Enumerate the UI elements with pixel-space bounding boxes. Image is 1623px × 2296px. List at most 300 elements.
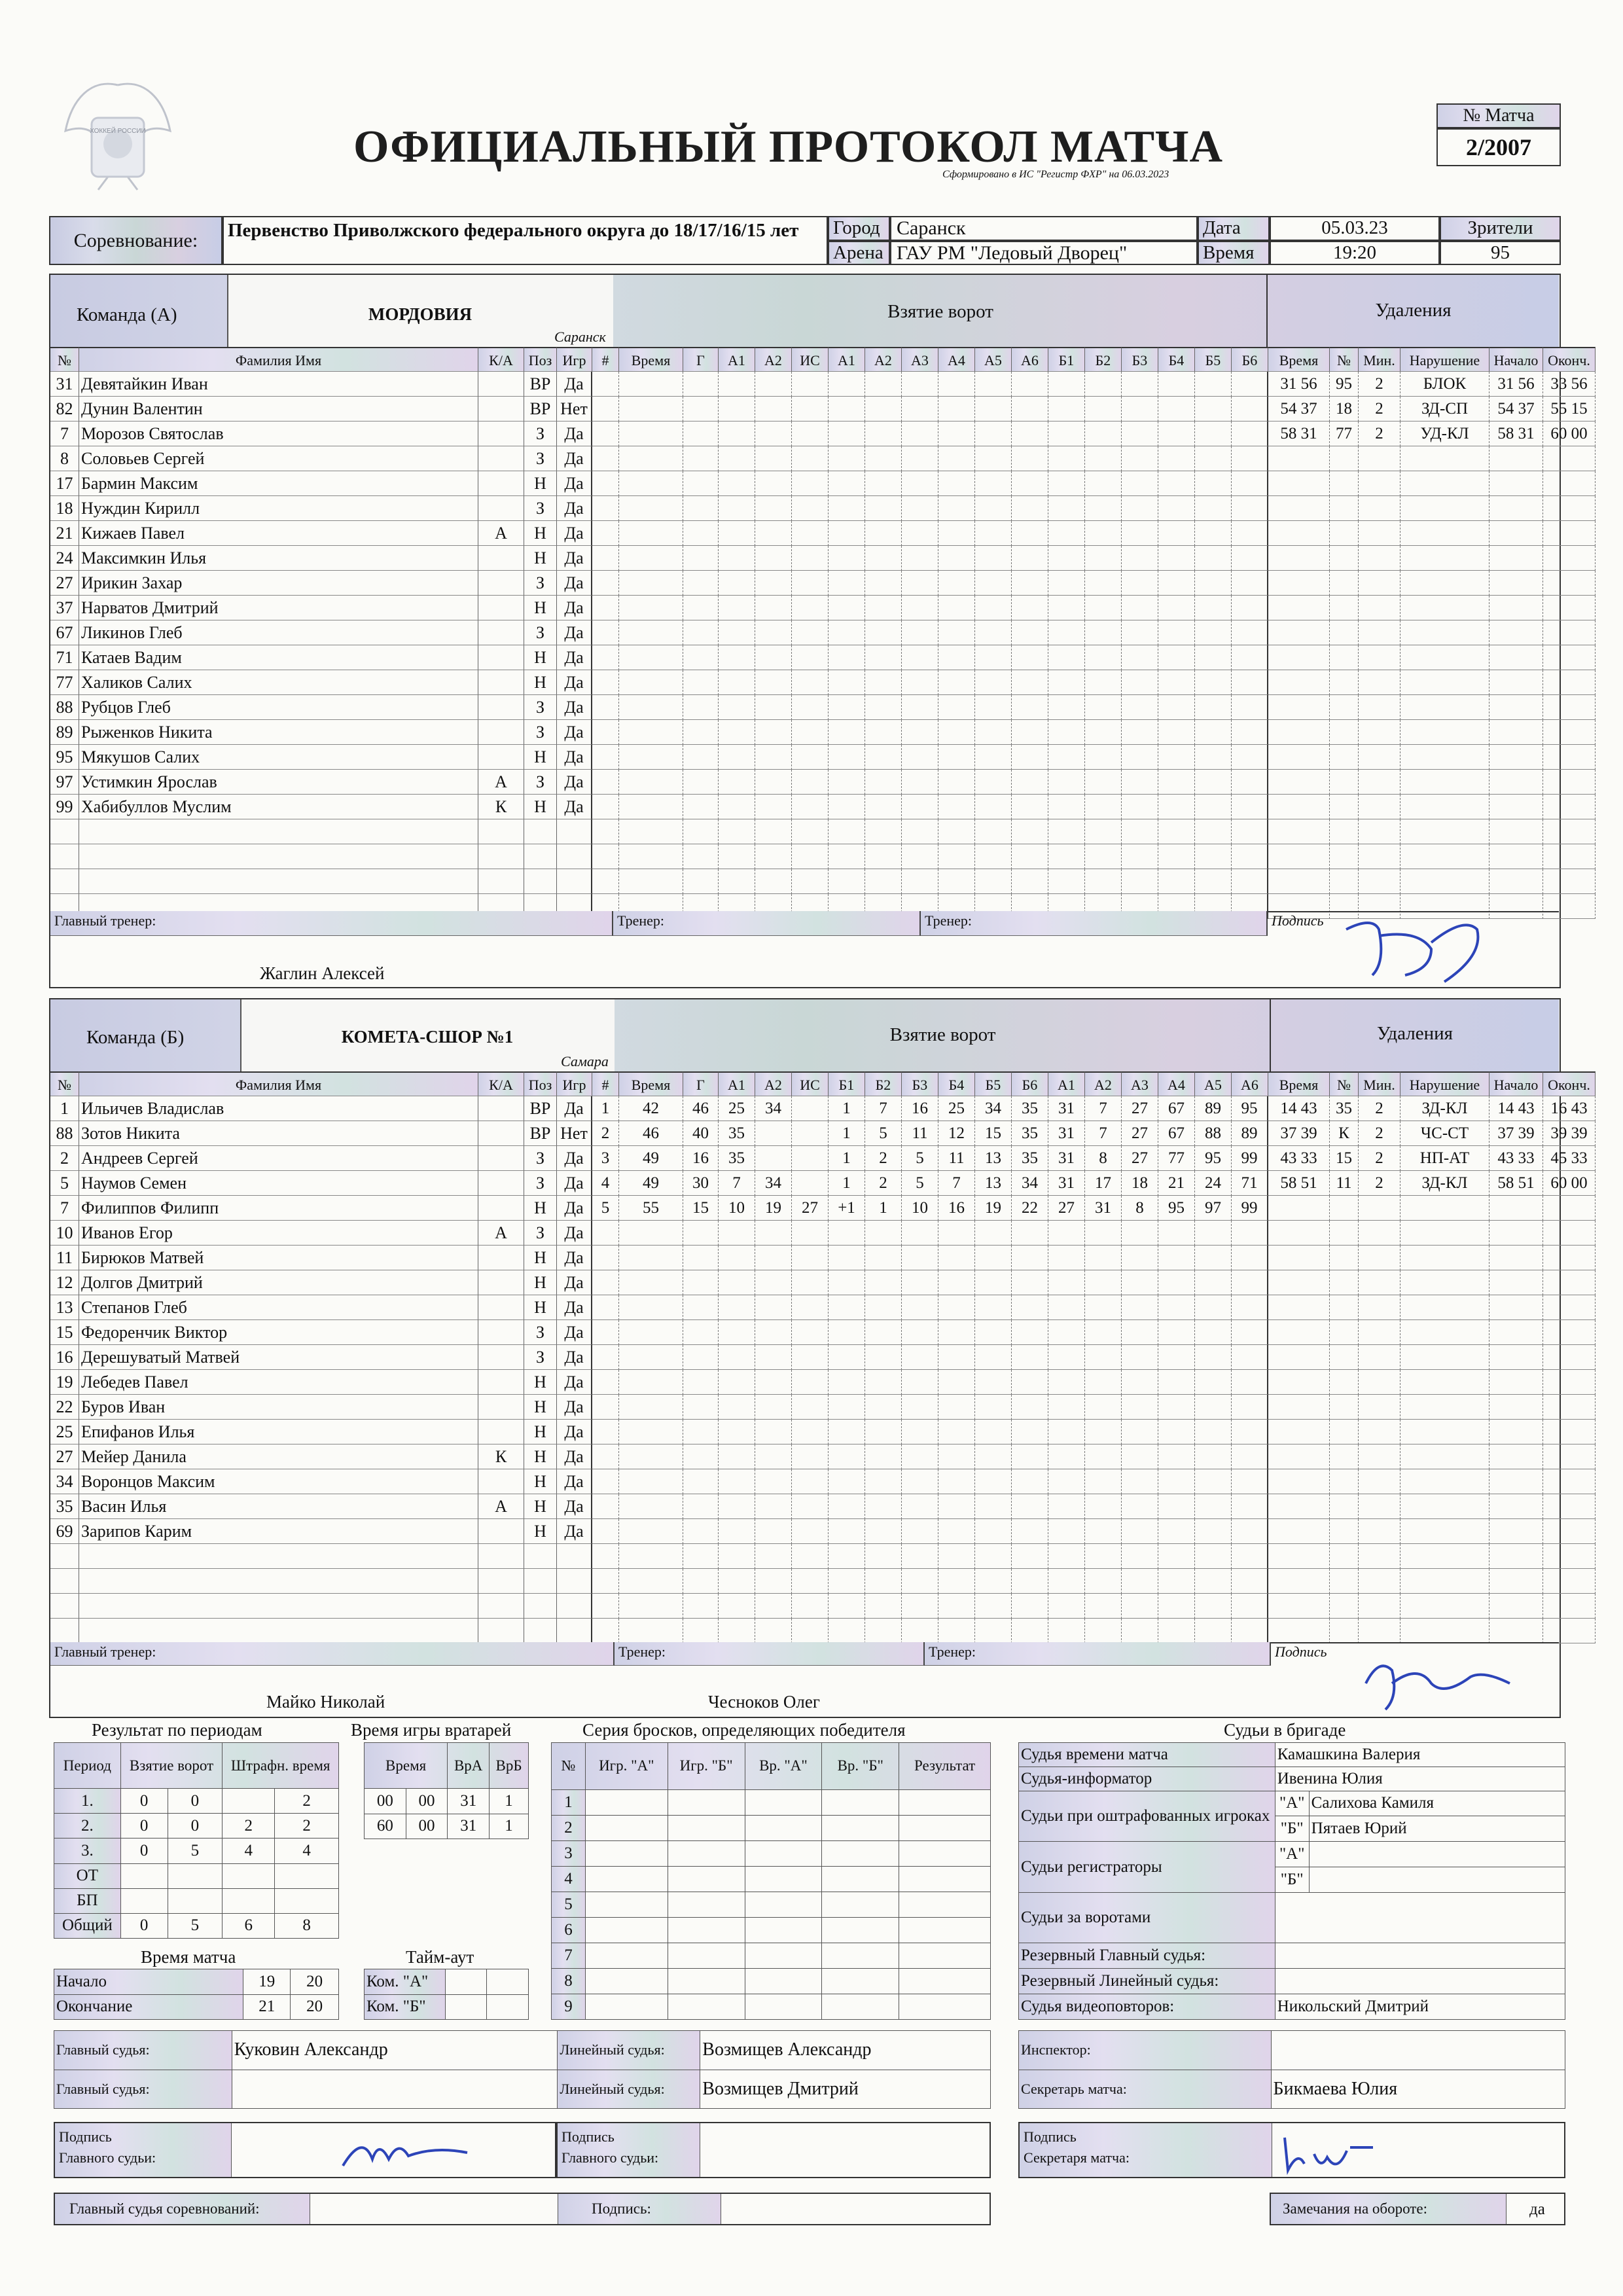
team-b-goal-cell: [1085, 1395, 1122, 1420]
team-a-penalty-cell: 58 31: [1489, 422, 1543, 446]
team-b-goal-cell: [1012, 1444, 1048, 1469]
team-a-goal-cell: [755, 372, 792, 397]
team-a-goal-cell: [829, 795, 865, 819]
shootout-cell: [668, 1994, 745, 2019]
team-b-goal-cell: [755, 1619, 792, 1643]
team-b-penalty-cell: [1330, 1619, 1359, 1643]
team-a-penalty-cell: [1330, 695, 1359, 720]
team-a-player-name: Бармин Максим: [79, 471, 478, 496]
team-a-goal-cell: [865, 521, 902, 546]
team-b-goal-cell: [829, 1469, 865, 1494]
team-a-penalty-cell: [1268, 596, 1330, 620]
team-a-goal-cell: [755, 471, 792, 496]
team-b-goal-cell: [975, 1395, 1012, 1420]
team-b-goal-cell: [792, 1171, 829, 1196]
team-b-player-number: 35: [50, 1494, 79, 1519]
shootout-col-pb: Игр. "Б": [668, 1743, 745, 1790]
team-b-player-name: Степанов Глеб: [79, 1295, 478, 1320]
team-b-goal-cell: [1012, 1469, 1048, 1494]
team-a-goal-cell: [1048, 521, 1085, 546]
generated-note: Сформировано в ИС "Регистр ФХР" на 06.03.2023: [942, 169, 1169, 180]
team-a-goal-cell: [619, 819, 683, 844]
team-a-goal-cell: [1012, 397, 1048, 422]
team-a-goal-cell: [792, 745, 829, 770]
team-b-goal-cell: 40: [683, 1121, 719, 1146]
team-b-goal-cell: [902, 1494, 938, 1519]
team-b-goal-cell: [1195, 1420, 1232, 1444]
team-a-col-header: Б5: [1195, 347, 1232, 372]
team-a-goal-cell: [902, 596, 938, 620]
team-a-goal-cell: [1122, 571, 1158, 596]
team-a-goal-cell: [902, 819, 938, 844]
team-b-col-header: Б3: [902, 1071, 938, 1096]
team-b-goal-cell: 7: [1085, 1096, 1122, 1121]
team-b-goal-cell: 27: [1122, 1096, 1158, 1121]
team-b-goal-cell: [755, 1246, 792, 1270]
team-a-goal-cell: [1158, 422, 1195, 446]
team-b-goal-cell: [592, 1246, 619, 1270]
team-b-player-name: Андреев Сергей: [79, 1146, 478, 1171]
team-b-goal-cell: [1158, 1519, 1195, 1544]
competition-ref-box: [54, 2193, 991, 2225]
team-a-goal-cell: [755, 745, 792, 770]
team-a-goal-cell: [865, 446, 902, 471]
team-b-goal-cell: [1048, 1420, 1085, 1444]
team-a-goal-cell: [865, 571, 902, 596]
team-a-head-coach: Жаглин Алексей: [260, 963, 385, 983]
team-a-player-attr: Н: [524, 645, 557, 670]
team-a-player-number: 95: [50, 745, 79, 770]
team-a-goal-cell: [592, 397, 619, 422]
team-b-penalty-cell: [1489, 1444, 1543, 1469]
team-a-goal-cell: [1195, 670, 1232, 695]
team-b-goal-cell: [755, 1420, 792, 1444]
team-a-goal-cell: [938, 571, 975, 596]
team-b-goal-cell: [1085, 1544, 1122, 1569]
team-b-penalty-cell: [1268, 1569, 1330, 1594]
team-b-goal-cell: [1195, 1519, 1232, 1544]
shootout-title: Серия бросков, определяющих победителя: [582, 1720, 906, 1740]
team-b-col-header: Оконч.: [1543, 1071, 1596, 1096]
arena-label: Арена: [828, 241, 890, 265]
team-a-goal-cell: [865, 695, 902, 720]
team-b-player-number: 2: [50, 1146, 79, 1171]
team-b-goal-cell: [1012, 1270, 1048, 1295]
team-a-goal-cell: [902, 571, 938, 596]
team-b-goal-cell: +1: [829, 1196, 865, 1221]
team-b-goal-cell: [683, 1320, 719, 1345]
team-b-goal-cell: [1012, 1519, 1048, 1544]
team-b-col-header: А6: [1232, 1071, 1268, 1096]
team-a-goal-cell: [683, 571, 719, 596]
team-b-goal-cell: [1085, 1469, 1122, 1494]
timeout-title: Тайм-аут: [406, 1947, 474, 1967]
team-a-player-attr: [478, 446, 524, 471]
team-a-goal-cell: [1012, 446, 1048, 471]
team-b-penalty-cell: 35: [1330, 1096, 1359, 1121]
team-a-penalty-cell: [1359, 745, 1400, 770]
team-b-penalty-cell: 60 00: [1543, 1171, 1596, 1196]
linesman-2: Возмищев Дмитрий: [700, 2070, 991, 2109]
team-b-penalty-cell: [1359, 1469, 1400, 1494]
period-value: 8: [275, 1913, 339, 1938]
team-b-player-name: Зотов Никита: [79, 1121, 478, 1146]
team-a-goal-cell: [792, 670, 829, 695]
team-a-penalty-cell: [1268, 795, 1330, 819]
team-a-goal-cell: [1158, 720, 1195, 745]
reserve-main-label: Резервный Главный судья:: [1019, 1943, 1275, 1969]
team-a-penalty-cell: [1330, 546, 1359, 571]
penalty-judge-a: Салихова Камиля: [1309, 1791, 1565, 1816]
period-row: [54, 1888, 339, 1913]
team-b-goal-cell: [592, 1594, 619, 1619]
team-a-goal-cell: [1048, 770, 1085, 795]
shootout-cell: [668, 1789, 745, 1815]
team-b-goal-cell: [829, 1569, 865, 1594]
team-b-goal-cell: 49: [619, 1146, 683, 1171]
timeout-b-label: Ком. "Б": [365, 1994, 446, 2020]
team-a-goal-cell: [792, 819, 829, 844]
shootout-cell: [585, 1917, 668, 1943]
team-a-penalty-cell: ЗД-СП: [1400, 397, 1489, 422]
city-value: Саранск: [890, 216, 1198, 241]
team-a-col-header: Б1: [1048, 347, 1085, 372]
team-b-goal-cell: [1012, 1395, 1048, 1420]
team-b-goal-cell: [755, 1494, 792, 1519]
team-a-col-header: А3: [902, 347, 938, 372]
team-b-goal-cell: 34: [755, 1171, 792, 1196]
team-b-goal-cell: [792, 1420, 829, 1444]
team-b-goal-cell: 99: [1232, 1146, 1268, 1171]
team-a-goal-cell: [592, 695, 619, 720]
main-ref-2: [232, 2070, 558, 2109]
team-b-goal-cell: [719, 1370, 755, 1395]
team-a-goal-cell: [902, 720, 938, 745]
team-b-penalty-cell: [1330, 1221, 1359, 1246]
team-b-goal-cell: [975, 1619, 1012, 1643]
period-value: 0: [120, 1839, 168, 1863]
team-b-goal-cell: [902, 1544, 938, 1569]
team-b-penalty-cell: [1400, 1519, 1489, 1544]
team-b-player-attr: [478, 1196, 524, 1221]
team-b-penalty-cell: ЧС-СТ: [1400, 1121, 1489, 1146]
team-b-goal-cell: [1085, 1569, 1122, 1594]
team-b-goal-cell: 1: [592, 1096, 619, 1121]
team-a-goal-cell: [683, 819, 719, 844]
shootout-cell: [899, 1968, 991, 1994]
team-b-goal-cell: 8: [1122, 1196, 1158, 1221]
team-a-goal-cell: [829, 496, 865, 521]
team-a-goal-cell: [1012, 620, 1048, 645]
team-a-goal-cell: [719, 422, 755, 446]
team-a-penalty-cell: [1359, 819, 1400, 844]
team-a-goal-cell: [619, 446, 683, 471]
team-a-goal-cell: [1085, 745, 1122, 770]
team-b-player-attr: [478, 1395, 524, 1420]
team-b-goal-cell: [719, 1295, 755, 1320]
team-b-player-attr: [478, 1246, 524, 1270]
team-b-coach2-label: Тренер:: [929, 1643, 976, 1660]
team-a-player-attr: Да: [557, 471, 592, 496]
team-a-goal-cell: [865, 869, 902, 894]
team-a-goal-cell: [1158, 496, 1195, 521]
team-b-goal-cell: [592, 1444, 619, 1469]
team-a-goal-cell: [683, 720, 719, 745]
team-a-player-number: 27: [50, 571, 79, 596]
team-b-penalty-cell: [1489, 1544, 1543, 1569]
team-b-penalty-cell: [1543, 1494, 1596, 1519]
team-b-penalty-cell: [1330, 1270, 1359, 1295]
team-b-goal-cell: 31: [1048, 1146, 1085, 1171]
team-b-goal-cell: [865, 1395, 902, 1420]
shootout-cell: [899, 1892, 991, 1917]
team-a-col-header: Начало: [1489, 347, 1543, 372]
team-b-penalty-cell: [1400, 1246, 1489, 1270]
start-hours: 19: [243, 1969, 291, 1995]
team-b-goal-cell: [683, 1345, 719, 1370]
team-a-goal-cell: [938, 372, 975, 397]
team-a-goal-cell: [938, 844, 975, 869]
team-a-goal-cell: [1085, 670, 1122, 695]
team-a-goal-cell: [683, 645, 719, 670]
team-b-goal-cell: 2: [865, 1171, 902, 1196]
period-label: Общий: [54, 1913, 121, 1938]
team-b-goal-cell: [683, 1246, 719, 1270]
period-value: [120, 1888, 168, 1913]
team-b-goal-cell: [592, 1370, 619, 1395]
team-b-player-attr: Да: [557, 1370, 592, 1395]
sign-main-label-1: Подпись: [59, 2128, 112, 2145]
team-a-player-attr: [478, 620, 524, 645]
team-b-penalty-cell: [1489, 1469, 1543, 1494]
team-a-col-header: #: [592, 347, 619, 372]
team-a-goal-cell: [1012, 795, 1048, 819]
team-a-goal-cell: [755, 496, 792, 521]
team-a-penalty-cell: [1359, 844, 1400, 869]
team-b-penalty-cell: [1489, 1519, 1543, 1544]
team-a-penalty-cell: [1330, 844, 1359, 869]
team-a-player-attr: [478, 844, 524, 869]
team-b-penalty-cell: [1400, 1469, 1489, 1494]
team-a-goal-cell: [829, 695, 865, 720]
team-b-goal-cell: [1122, 1594, 1158, 1619]
team-a-penalty-cell: [1330, 571, 1359, 596]
team-a-player-attr: [557, 819, 592, 844]
team-a-goal-cell: [902, 496, 938, 521]
team-a-goal-cell: [1122, 695, 1158, 720]
team-b-goal-cell: [592, 1469, 619, 1494]
team-a-penalty-cell: [1268, 695, 1330, 720]
team-b-player-attr: Н: [524, 1469, 557, 1494]
team-b-col-header: Фамилия Имя: [79, 1071, 478, 1096]
team-b-goal-cell: [1085, 1444, 1122, 1469]
team-a-goal-cell: [1195, 695, 1232, 720]
period-value: [223, 1789, 275, 1814]
team-a-goal-cell: [683, 695, 719, 720]
goalie-col-b: ВрБ: [490, 1743, 529, 1789]
team-a-goal-cell: [1122, 869, 1158, 894]
team-a-player-name: Устимкин Ярослав: [79, 770, 478, 795]
team-a-goal-cell: [1232, 446, 1268, 471]
team-a-block: [49, 274, 1590, 988]
team-b-coach1: Чесноков Олег: [708, 1692, 820, 1712]
team-a-player-attr: З: [524, 571, 557, 596]
team-a-goal-cell: [619, 471, 683, 496]
team-b-goal-cell: [792, 1320, 829, 1345]
team-b-goal-cell: [1158, 1420, 1195, 1444]
team-a-player-attr: [478, 397, 524, 422]
team-a-goal-cell: [592, 521, 619, 546]
team-a-goal-cell: [719, 372, 755, 397]
team-a-goal-cell: [755, 844, 792, 869]
team-a-player-attr: [478, 869, 524, 894]
team-a-player-attr: З: [524, 422, 557, 446]
team-b-penalty-cell: [1359, 1619, 1400, 1643]
team-a-col-header: Б4: [1158, 347, 1195, 372]
team-a-goal-cell: [902, 670, 938, 695]
team-a-goal-cell: [865, 844, 902, 869]
team-b-goal-cell: [792, 1619, 829, 1643]
team-b-penalty-cell: [1400, 1270, 1489, 1295]
match-number: 2/2007: [1436, 128, 1561, 166]
team-b-penalty-cell: [1359, 1270, 1400, 1295]
team-a-player-attr: Н: [524, 670, 557, 695]
team-a-goal-cell: [619, 620, 683, 645]
team-a-penalty-cell: [1268, 521, 1330, 546]
team-b-goal-cell: [792, 1146, 829, 1171]
team-b-goal-cell: [1048, 1469, 1085, 1494]
team-b-player-attr: [478, 1469, 524, 1494]
team-b-goal-cell: [1158, 1221, 1195, 1246]
team-a-goal-cell: [683, 446, 719, 471]
team-a-penalty-cell: [1543, 496, 1596, 521]
team-b-player-attr: [557, 1544, 592, 1569]
team-a-goal-cell: [1122, 844, 1158, 869]
team-b-goal-cell: [719, 1544, 755, 1569]
team-a-penalty-cell: [1330, 795, 1359, 819]
remarks-value: да: [1529, 2200, 1545, 2218]
team-b-player-attr: [478, 1270, 524, 1295]
team-a-goal-cell: [592, 645, 619, 670]
penalty-b-tag: "Б": [1275, 1816, 1309, 1842]
team-b-player-name: Филиппов Филипп: [79, 1196, 478, 1221]
team-b-name: КОМЕТА-СШОР №1: [341, 1027, 514, 1047]
team-b-goal-cell: [1122, 1370, 1158, 1395]
team-b-penalty-cell: [1543, 1320, 1596, 1345]
team-a-goal-cell: [1232, 571, 1268, 596]
team-a-player-attr: Нет: [557, 397, 592, 422]
team-a-player-attr: [478, 720, 524, 745]
team-a-goal-cell: [619, 670, 683, 695]
team-b-goal-cell: [1158, 1619, 1195, 1643]
team-a-player-name: Катаев Вадим: [79, 645, 478, 670]
team-b-goal-cell: [683, 1295, 719, 1320]
team-b-goal-cell: [1085, 1519, 1122, 1544]
team-a-goal-cell: [592, 546, 619, 571]
period-row: [54, 1789, 339, 1814]
info-judge: Ивенина Юлия: [1275, 1767, 1565, 1791]
linesman-2-label: Линейный судья:: [558, 2070, 700, 2109]
team-b-goal-cell: [683, 1544, 719, 1569]
team-b-penalty-cell: [1400, 1569, 1489, 1594]
team-a-goal-cell: [1195, 770, 1232, 795]
team-b-player-name: Иванов Егор: [79, 1221, 478, 1246]
team-a-goal-cell: [1122, 645, 1158, 670]
shootout-cell: [585, 1892, 668, 1917]
team-b-goal-cell: [755, 1270, 792, 1295]
team-a-penalty-cell: [1489, 720, 1543, 745]
team-b-goal-cell: [683, 1569, 719, 1594]
team-b-goal-cell: [792, 1444, 829, 1469]
team-a-penalty-cell: [1543, 720, 1596, 745]
team-b-player-number: 13: [50, 1295, 79, 1320]
team-a-goal-cell: [792, 496, 829, 521]
team-b-goal-cell: 7: [938, 1171, 975, 1196]
team-b-goal-cell: [1122, 1519, 1158, 1544]
team-a-penalty-cell: [1543, 571, 1596, 596]
team-a-penalty-cell: [1543, 596, 1596, 620]
team-b-goal-cell: [592, 1544, 619, 1569]
team-a-goal-cell: [1085, 446, 1122, 471]
team-b-penalty-cell: [1543, 1519, 1596, 1544]
team-b-penalty-cell: ЗД-КЛ: [1400, 1171, 1489, 1196]
shootout-cell: [822, 1840, 899, 1866]
team-a-penalty-cell: [1359, 521, 1400, 546]
team-b-penalty-cell: 16 43: [1543, 1096, 1596, 1121]
team-b-goal-cell: [619, 1370, 683, 1395]
period-row: [54, 1839, 339, 1863]
team-a-player-name: Дунин Валентин: [79, 397, 478, 422]
team-a-goal-cell: [1012, 422, 1048, 446]
team-b-goal-cell: 2: [865, 1146, 902, 1171]
sign-label: Подпись:: [592, 2200, 651, 2217]
shootout-cell: [668, 1815, 745, 1840]
team-a-player-attr: Да: [557, 446, 592, 471]
team-a-penalty-cell: [1400, 695, 1489, 720]
team-a-player-number: 8: [50, 446, 79, 471]
team-a-penalty-cell: [1330, 521, 1359, 546]
team-a-player-attr: К: [478, 795, 524, 819]
team-a-goal-cell: [755, 770, 792, 795]
team-a-goal-cell: [1048, 844, 1085, 869]
goalie-row: [365, 1789, 529, 1814]
team-a-sign-label: Подпись: [1272, 912, 1324, 929]
team-a-player-name: Халиков Салих: [79, 670, 478, 695]
team-b-goal-cell: 15: [683, 1196, 719, 1221]
team-a-col-header: Б6: [1232, 347, 1268, 372]
team-a-goal-cell: [865, 471, 902, 496]
team-a-goal-cell: [592, 869, 619, 894]
team-b-goal-cell: 1: [829, 1096, 865, 1121]
team-b-penalty-cell: [1359, 1246, 1400, 1270]
team-b-goal-cell: [1048, 1295, 1085, 1320]
team-a-goal-cell: [592, 844, 619, 869]
team-b-goal-cell: 13: [975, 1171, 1012, 1196]
team-a-goal-cell: [1195, 471, 1232, 496]
team-b-penalty-cell: 2: [1359, 1121, 1400, 1146]
team-b-player-attr: З: [524, 1221, 557, 1246]
team-b-goal-cell: [1048, 1320, 1085, 1345]
team-b-goal-cell: [683, 1420, 719, 1444]
team-b-goal-cell: [619, 1320, 683, 1345]
shootout-cell: [899, 1866, 991, 1892]
linesman-1: Возмищев Александр: [700, 2031, 991, 2070]
team-b-goal-cell: [619, 1594, 683, 1619]
team-b-goal-cell: [755, 1544, 792, 1569]
team-a-goal-cell: [1195, 397, 1232, 422]
team-a-player-number: 77: [50, 670, 79, 695]
team-a-goal-cell: [938, 695, 975, 720]
